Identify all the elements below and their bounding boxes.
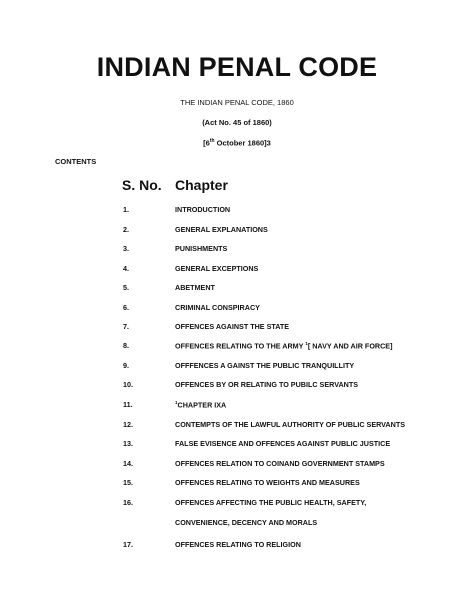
row-sno: 10. bbox=[123, 380, 133, 389]
row-sno: 12. bbox=[123, 420, 133, 429]
row-chapter: OFFENCES RELATING TO WEIGHTS AND MEASURES bbox=[175, 478, 360, 487]
row-chapter: OFFENCES RELATION TO COINAND GOVERNMENT STAMPS bbox=[175, 459, 385, 468]
table-row bbox=[0, 322, 474, 334]
table-row bbox=[0, 244, 474, 256]
row-chapter-text: CHAPTER IXA bbox=[177, 400, 227, 410]
table-row bbox=[0, 478, 474, 490]
row-sno: 15. bbox=[123, 478, 133, 487]
table-row bbox=[0, 420, 474, 432]
table-row bbox=[0, 540, 474, 552]
act-date-suffix: October 1860]3 bbox=[214, 138, 271, 148]
act-date bbox=[0, 138, 474, 148]
row-sno: 8. bbox=[123, 341, 129, 350]
row-chapter: ABETMENT bbox=[175, 283, 215, 292]
row-sno: 3. bbox=[123, 244, 129, 253]
row-chapter: OFFENCES AFFECTING THE PUBLIC HEALTH, SAFETY, bbox=[175, 498, 367, 507]
row-chapter: INTRODUCTION bbox=[175, 205, 231, 214]
table-row bbox=[0, 264, 474, 276]
table-row bbox=[0, 225, 474, 237]
row-sno: 9. bbox=[123, 361, 129, 370]
table-row bbox=[0, 459, 474, 471]
row-sno: 16. bbox=[123, 498, 133, 507]
row-chapter: OFFENCES RELATING TO RELIGION bbox=[175, 540, 301, 549]
table-row bbox=[0, 205, 474, 217]
row-chapter: GENERAL EXCEPTIONS bbox=[175, 264, 259, 273]
row-sno: 4. bbox=[123, 264, 129, 273]
row-chapter-text: OFFENCES RELATING TO THE ARMY bbox=[175, 341, 306, 351]
row-sno: 5. bbox=[123, 283, 129, 292]
act-name: THE INDIAN PENAL CODE, 1860 bbox=[180, 98, 294, 107]
table-row bbox=[0, 400, 474, 412]
table-row bbox=[0, 518, 474, 530]
row-sno: 11. bbox=[123, 400, 133, 409]
row-chapter: CONVENIENCE, DECENCY AND MORALS bbox=[175, 518, 318, 527]
page-title: INDIAN PENAL CODE bbox=[96, 52, 378, 82]
row-sno: 7. bbox=[123, 322, 129, 331]
row-chapter: OFFFENCES A GAINST THE PUBLIC TRANQUILLITY bbox=[175, 361, 355, 370]
row-chapter: FALSE EVISENCE AND OFFENCES AGAINST PUBLIC JUSTICE bbox=[175, 439, 391, 448]
table-row bbox=[0, 283, 474, 295]
row-sno: 2. bbox=[123, 225, 129, 234]
footnote-marker: 1 bbox=[175, 400, 178, 405]
column-header-sno: S. No. bbox=[122, 177, 162, 193]
row-chapter-text: [ NAVY AND AIR FORCE] bbox=[307, 341, 393, 351]
table-row bbox=[0, 380, 474, 392]
table-row bbox=[0, 341, 474, 353]
row-chapter bbox=[175, 400, 226, 409]
row-chapter: OFFENCES AGAINST THE STATE bbox=[175, 322, 290, 331]
act-date-ordinal: th bbox=[209, 138, 215, 144]
row-chapter: PUNISHMENTS bbox=[175, 244, 228, 253]
act-number: (Act No. 45 of 1860) bbox=[202, 118, 272, 127]
row-sno: 1. bbox=[123, 205, 129, 214]
footnote-marker: 1 bbox=[305, 341, 308, 346]
column-header-chapter: Chapter bbox=[175, 177, 228, 193]
table-row bbox=[0, 498, 474, 510]
table-row bbox=[0, 303, 474, 315]
row-chapter bbox=[175, 341, 392, 350]
row-sno: 17. bbox=[123, 540, 133, 549]
row-chapter: CONTEMPTS OF THE LAWFUL AUTHORITY OF PUBLIC SERVANTS bbox=[175, 420, 406, 429]
table-row bbox=[0, 439, 474, 451]
row-chapter: GENERAL EXPLANATIONS bbox=[175, 225, 268, 234]
row-sno: 14. bbox=[123, 459, 133, 468]
row-chapter: CRIMINAL CONSPIRACY bbox=[175, 303, 260, 312]
row-chapter: OFFENCES BY OR RELATING TO PUBILC SERVANTS bbox=[175, 380, 359, 389]
row-sno: 13. bbox=[123, 439, 133, 448]
row-sno: 6. bbox=[123, 303, 129, 312]
contents-label: CONTENTS bbox=[55, 157, 97, 166]
table-row bbox=[0, 361, 474, 373]
act-date-prefix: [6 bbox=[203, 138, 210, 148]
